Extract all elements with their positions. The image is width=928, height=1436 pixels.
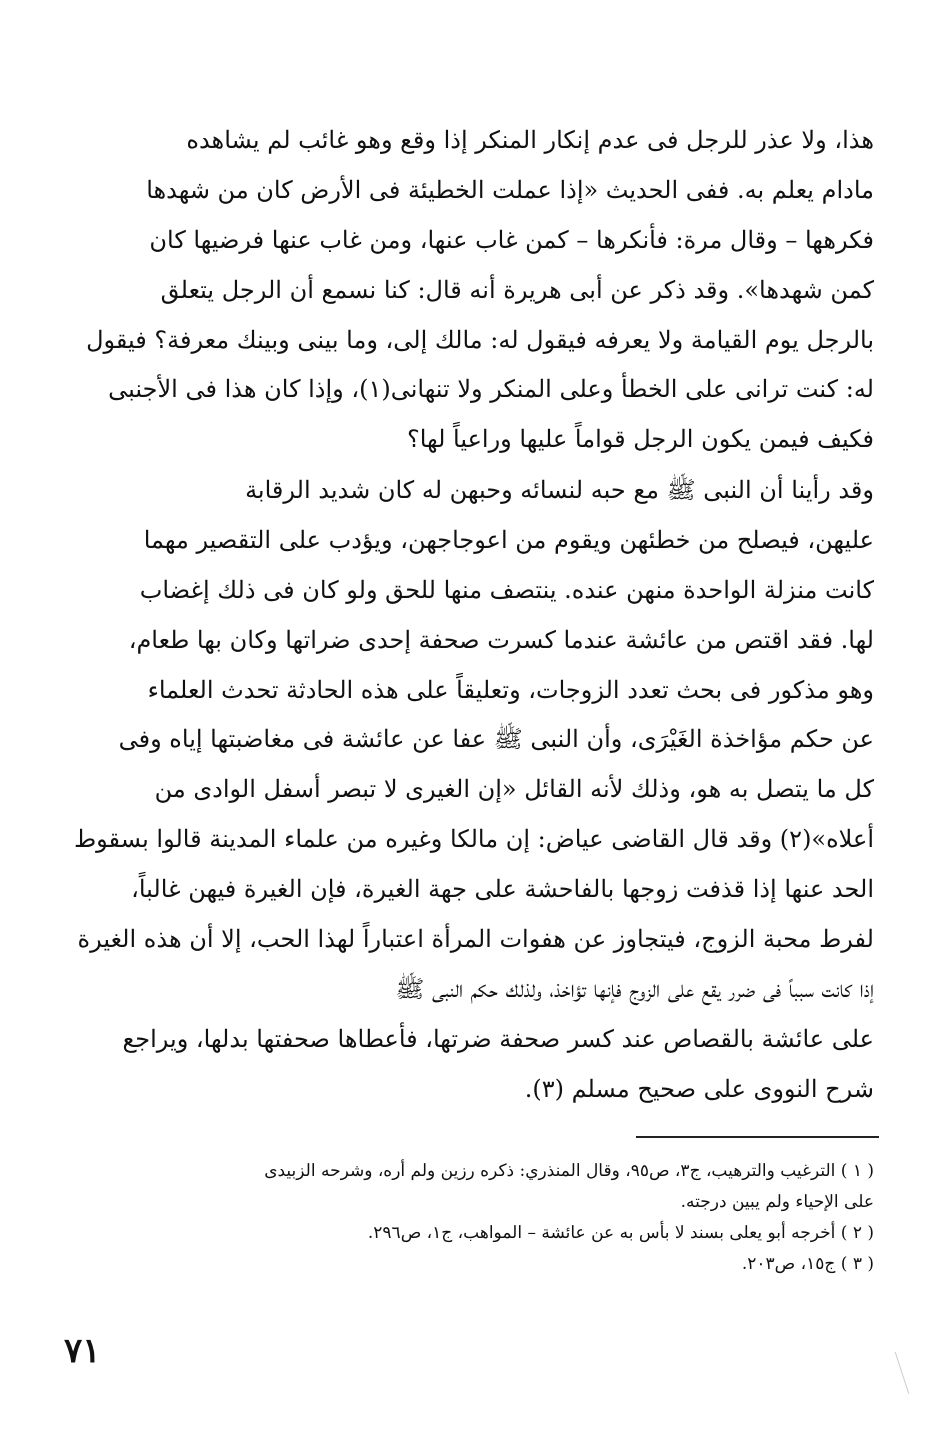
text-line: لفرط محبة الزوج، فيتجاوز عن هفوات المرأة اعتباراً لهذا الحب، إلا أن هذه الغيرة bbox=[77, 925, 874, 954]
text-line: هذا، ولا عذر للرجل فى عدم إنكار المنكر إذا وقع وهو غائب لم يشاهده bbox=[186, 126, 874, 154]
body-paragraph bbox=[56, 116, 874, 465]
text-line: وقد رأينا أن النبى ﷺ مع حبه لنسائه وحبهن له كان شديد الرقابة bbox=[245, 476, 874, 504]
text-line: عن حكم مؤاخذة الغَيْرَى، وأن النبى ﷺ عفا عن عائشة فى مغاضبتها إياه وفى bbox=[118, 725, 874, 754]
footnote-line: ( ٣ ) ج١٥، ص٢٠٣. bbox=[741, 1254, 874, 1274]
text-line: أعلاه»(٢) وقد قال القاضى عياض: إن مالكا وغيره من علماء المدينة قالوا بسقوط bbox=[73, 825, 874, 854]
text-line: عليهن، فيصلح من خطئهن ويقوم من اعوجاجهن، ويؤدب على التقصير مهما bbox=[143, 525, 874, 554]
footnote-line: ( ٢ ) أخرجه أبو يعلى بسند لا بأس به عن عائشة – المواهب، ج١، ص٢٩٦. bbox=[367, 1223, 874, 1243]
footnote-divider bbox=[636, 1136, 879, 1138]
text-line: على عائشة بالقصاص عند كسر صحفة ضرتها، فأعطاها صحفتها بدلها، ويراجع bbox=[122, 1024, 874, 1053]
text-line: إذا كانت سبباً فى ضرر يقع على الزوج فإنها تؤاخذ، ولذلك حكم النبى ﷺ bbox=[395, 974, 874, 1003]
text-line: شرح النووى على صحيح مسلم (٣). bbox=[524, 1074, 874, 1103]
text-line: بالرجل يوم القيامة ولا يعرفه فيقول له: مالك إلى، وما بينى وبينك معرفة؟ فيقول bbox=[86, 325, 874, 354]
text-line: كمن شهدها». وقد ذكر عن أبى هريرة أنه قال: كنا نسمع أن الرجل يتعلق bbox=[160, 275, 874, 304]
text-line: وهو مذكور فى بحث تعدد الزوجات، وتعليقاً على هذه الحادثة تحدث العلماء bbox=[147, 675, 874, 704]
text-line: له: كنت ترانى على الخطأ وعلى المنكر ولا تنهانى(١)، وإذا كان هذا فى الأجنبى bbox=[108, 375, 874, 404]
text-line: لها. فقد اقتص من عائشة عندما كسرت صحفة إحدى ضراتها وكان بها طعام، bbox=[128, 625, 874, 654]
footnotes bbox=[56, 1156, 874, 1280]
footnote-line: على الإحياء ولم يبين درجته. bbox=[680, 1192, 874, 1212]
page-number: ٧١ bbox=[64, 1331, 101, 1371]
text-line: الحد عنها إذا قذفت زوجها بالفاحشة على جهة الغيرة، فإن الغيرة فيهن غالباً، bbox=[131, 875, 874, 904]
body-paragraph bbox=[56, 466, 874, 1115]
text-line: كل ما يتصل به هو، وذلك لأنه القائل «إن الغيرى لا تبصر أسفل الوادى من bbox=[154, 775, 874, 804]
text-line: فكيف فيمن يكون الرجل قواماً عليها وراعياً لها؟ bbox=[406, 425, 874, 454]
text-line: مادام يعلم به. ففى الحديث «إذا عملت الخطيئة فى الأرض كان من شهدها bbox=[146, 175, 874, 204]
text-line: كانت منزلة الواحدة منهن عنده. ينتصف منها للحق ولو كان فى ذلك إغضاب bbox=[139, 575, 874, 604]
text-line: فكرهها – وقال مرة: فأنكرها – كمن غاب عنها، ومن غاب عنها فرضيها كان bbox=[149, 225, 874, 254]
footnote-line: ( ١ ) الترغيب والترهيب، ج٣، ص٩٥، وقال المنذري: ذكره رزين ولم أره، وشرحه الزبيدى bbox=[264, 1161, 874, 1181]
scan-margin-mark bbox=[895, 1346, 927, 1394]
